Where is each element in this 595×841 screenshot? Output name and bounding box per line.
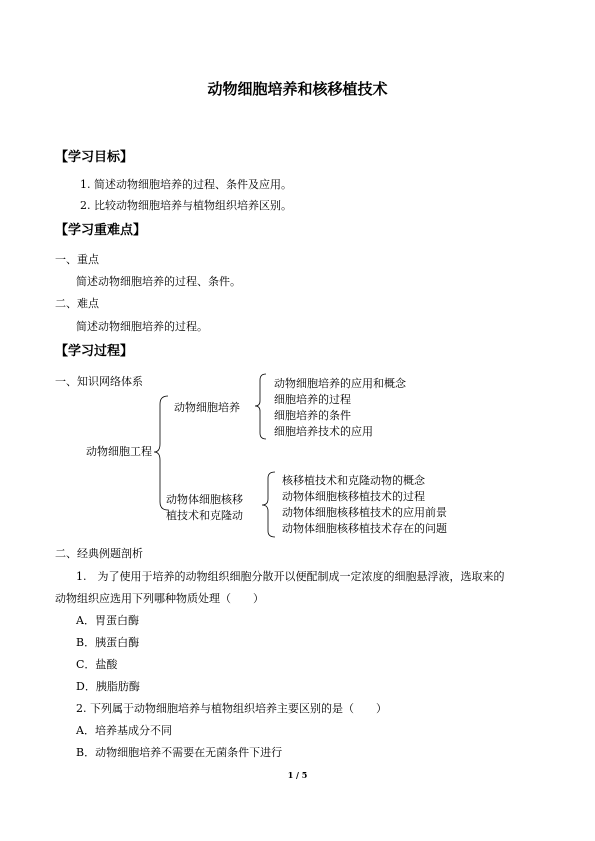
examples-label: 二、经典例题剖析 bbox=[55, 547, 143, 560]
goal-item: 2. 比较动物细胞培养与植物组织培养区别。 bbox=[80, 199, 292, 212]
page-title: 动物细胞培养和核移植技术 bbox=[207, 80, 388, 98]
branch2-item: 动物体细胞核移植技术的应用前景 bbox=[282, 506, 447, 519]
zhongdian-text: 简述动物细胞培养的过程、条件。 bbox=[76, 275, 241, 288]
question-1-line1: 1. 为了使用于培养的动物组织细胞分散开以便配制成一定浓度的细胞悬浮液，选取来的 bbox=[76, 570, 505, 583]
branch1-item: 细胞培养技术的应用 bbox=[274, 425, 373, 438]
keypoints-heading: 【学习重难点】 bbox=[55, 223, 147, 238]
question-1-line2: 动物组织应选用下列哪种物质处理（ ） bbox=[55, 592, 264, 605]
q1-option-b: B．胰蛋白酶 bbox=[76, 636, 140, 649]
branch2-label-line2: 植技术和克隆动 bbox=[166, 509, 243, 522]
branch2-item: 动物体细胞核移植技术的过程 bbox=[282, 490, 425, 503]
q1-option-a: A．胃蛋白酶 bbox=[76, 614, 139, 627]
goals-heading: 【学习目标】 bbox=[55, 150, 134, 165]
network-label: 一、知识网络体系 bbox=[55, 375, 143, 388]
question-2: 2. 下列属于动物细胞培养与植物组织培养主要区别的是（ ） bbox=[76, 702, 387, 715]
branch1-item: 细胞培养的条件 bbox=[274, 409, 351, 422]
branch1-item: 细胞培养的过程 bbox=[274, 393, 351, 406]
branch1-item: 动物细胞培养的应用和概念 bbox=[274, 377, 406, 390]
network-root: 动物细胞工程 bbox=[86, 445, 152, 458]
q1-option-c: C．盐酸 bbox=[76, 658, 118, 671]
zhongdian-label: 一、重点 bbox=[55, 253, 99, 266]
page-number: 1 / 5 bbox=[287, 770, 308, 780]
branch2-item: 动物体细胞核移植技术存在的问题 bbox=[282, 522, 447, 535]
branch2-label-line1: 动物体细胞核移 bbox=[166, 493, 243, 506]
q2-option-b: B．动物细胞培养不需要在无菌条件下进行 bbox=[76, 746, 283, 759]
goal-item: 1. 简述动物细胞培养的过程、条件及应用。 bbox=[80, 178, 292, 191]
q2-option-a: A．培养基成分不同 bbox=[76, 724, 172, 737]
branch2-brace bbox=[259, 469, 281, 541]
q1-option-d: D．胰脂肪酶 bbox=[76, 680, 140, 693]
branch1-brace bbox=[252, 371, 272, 443]
branch1-label: 动物细胞培养 bbox=[174, 401, 240, 414]
nandian-label: 二、难点 bbox=[55, 297, 99, 310]
nandian-text: 简述动物细胞培养的过程。 bbox=[76, 320, 208, 333]
branch2-item: 核移植技术和克隆动物的概念 bbox=[282, 474, 425, 487]
process-heading: 【学习过程】 bbox=[55, 344, 134, 359]
